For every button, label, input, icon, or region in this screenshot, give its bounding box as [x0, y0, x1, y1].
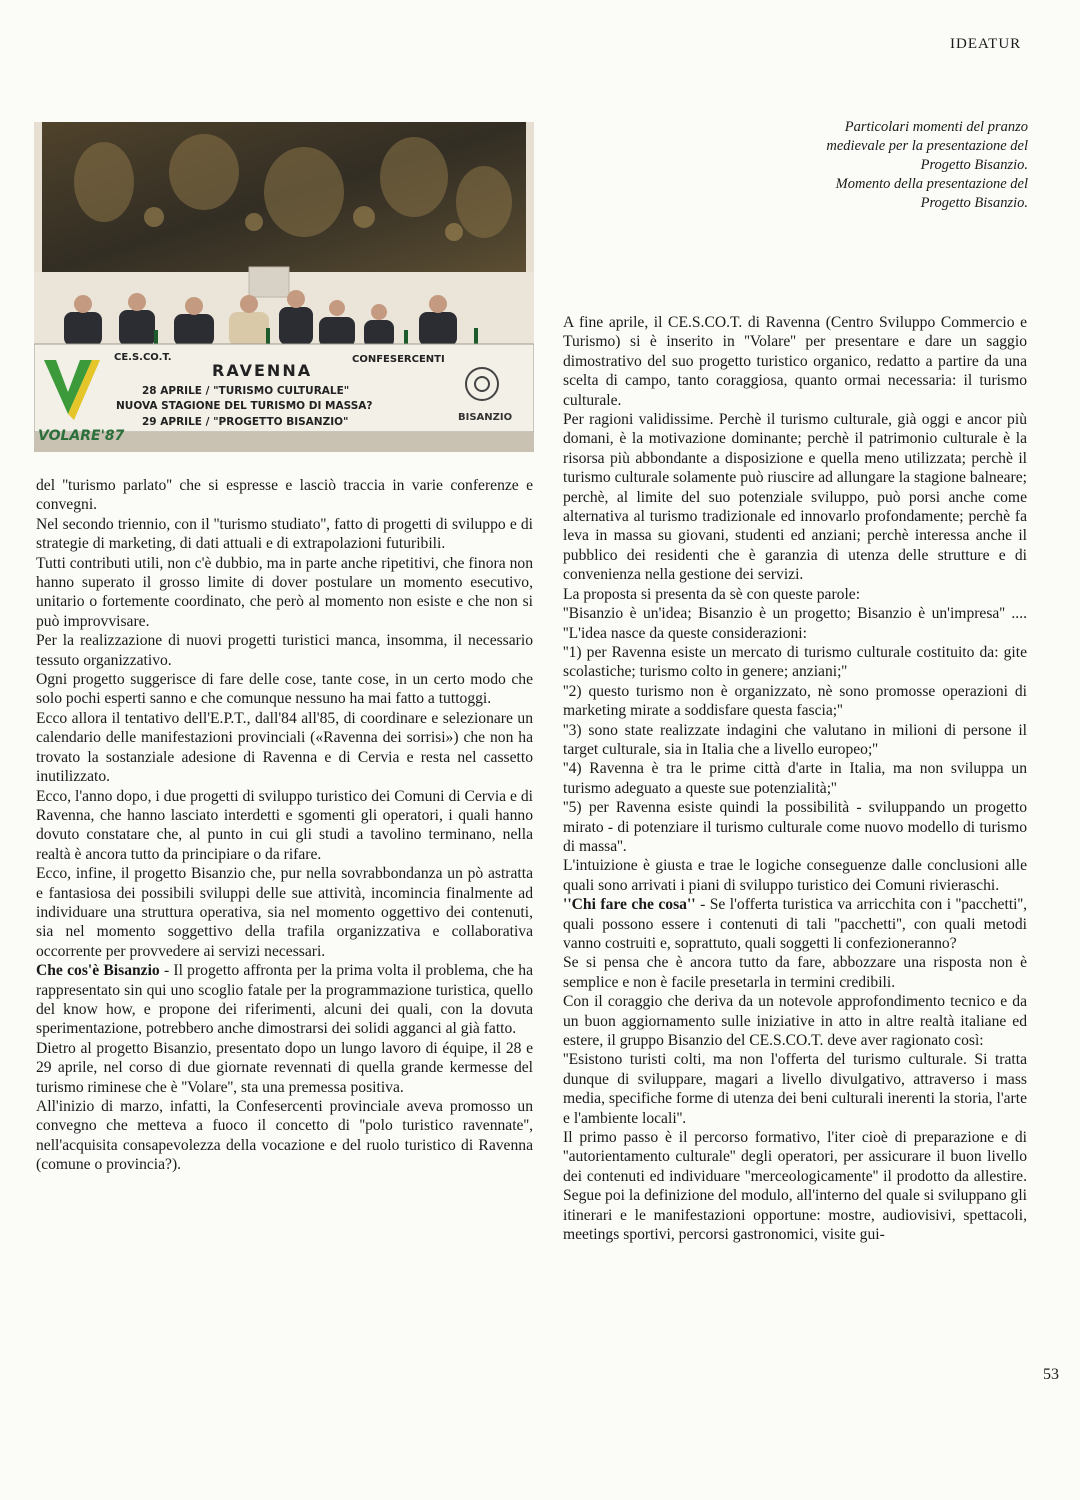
paragraph: Ecco, l'anno dopo, i due progetti di sviluppo turistico dei Comuni di Cervia e di Ravenna, che hanno lasciato interdetti e sgomenti gli operatori, i quali hanno dovuto constatare che, al punto in cui gli studi a tavolino terminano, nella realtà è ancora tutto da principiare o da rifare. — [36, 787, 533, 863]
list-item: ''2) questo turismo non è organizzato, nè sono promosse operazioni di marketing mirate a soddisfare questa fascia;'' — [563, 682, 1027, 720]
list-item: ''5) per Ravenna esiste quindi la possibilità - sviluppando un progetto mirato - di potenziare il turismo culturale come nuovo modello di turismo di massa''. — [563, 799, 1027, 855]
bisanzio-logo: BISANZIO — [458, 412, 513, 423]
left-column — [36, 476, 533, 1175]
paragraph-text: - Se l'offerta turistica va arricchita con i ''pacchetti'', quali possono essere i contenuti di tali ''pacchetti'', con quali metodi vanno costruiti e, soprattuto, quali soggetti li confezioneranno? — [563, 896, 1027, 952]
banner-org-right: CONFESERCENTI — [352, 354, 445, 365]
paragraph-with-heading — [563, 895, 1027, 953]
paragraph: Per la realizzazione di nuovi progetti turistici manca, insomma, il necessario tessuto organizzativo. — [36, 632, 533, 669]
caption-line: Particolari momenti del pranzo — [844, 119, 1028, 135]
paragraph: Il primo passo è il percorso formativo, l'iter cioè di preparazione e di ''autorientamento culturale'' degli operatori, per assicurare il buon livello dei contenuti ed individuare ''merceologicamente'' il prodotto da allestire. Segue poi la definizione del modulo, all'interno del quale si sviluppano gli itinerari e le manifestazioni opportune: mostre, audiovisivi, spettacoli, meetings sportivi, percorsi gastronomici, visite gui- — [563, 1129, 1027, 1244]
conference-photo — [34, 122, 534, 452]
page-number: 53 — [1043, 1366, 1059, 1383]
paragraph: Con il coraggio che deriva da un notevole approfondimento tecnico e da un buon aggiornamento sulle iniziative in atto in altre realtà italiane ed estere, il gruppo Bisanzio del CE.S.CO.T. deve aver ragionato così: — [563, 993, 1027, 1050]
paragraph: Nel secondo triennio, con il ''turismo studiato'', fatto di progetti di sviluppo e di strategie di marketing, di dati attuali e di extrapolazioni futuribili. — [36, 515, 533, 553]
paragraph: A fine aprile, il CE.S.CO.T. di Ravenna (Centro Sviluppo Commercio e Turismo) si è inserito in ''Volare'' per presentare e dare un saggio dimostrativo del suo progetto turistico organico, redatto a partire da una scelta di campo, tanto coraggiosa, quanto ormai necessaria: il turismo culturale. — [563, 314, 1027, 409]
paragraph: Ogni progetto suggerisce di fare delle cose, tante cose, in un certo modo che solo pochi esperti sanno e che comunque nessuno ha mai fatto a tuttoggi. — [36, 671, 533, 708]
caption-line: Progetto Bisanzio. — [920, 195, 1028, 211]
paragraph: All'inizio di marzo, infatti, la Confesercenti provinciale aveva promosso un convegno che metteva a fuoco il concetto di ''polo turistico ravennate'', nell'acquisita consapevolezza della vocazione e del ruolo turistico di Ravenna (comune o provincia?). — [36, 1098, 533, 1174]
paragraph-with-heading — [36, 961, 533, 1039]
banner-line-1: 28 APRILE / "TURISMO CULTURALE" — [142, 385, 350, 397]
section-heading: ''Chi fare che cosa'' — [563, 896, 696, 914]
banner-line-2: NUOVA STAGIONE DEL TURISMO DI MASSA? — [116, 400, 373, 412]
banner-city: RAVENNA — [212, 361, 313, 380]
section-heading: Che cos'è Bisanzio — [36, 962, 160, 980]
caption-line: Momento della presentazione del — [835, 176, 1028, 192]
list-item: ''4) Ravenna è tra le prime città d'arte in Italia, ma non sviluppa un turismo adeguato a queste sue potenzialità;'' — [563, 760, 1027, 797]
paragraph: Ecco, infine, il progetto Bisanzio che, pur nella sovrabbondanza un pò astratta e fantasiosa dei possibili sviluppi delle sue attività, incomincia finalmente ad individuare una struttura operativa, sia nel momento oggettivo dei contenuti, sia nel momento soggettivo della trafila organizzativa e collaborativa occorrente per provvedere ai servizi necessari. — [36, 865, 533, 960]
paragraph: Dietro al progetto Bisanzio, presentato dopo un lungo lavoro di équipe, il 28 e 29 aprile, nel corso di due giornate revennati di quella grande kermesse del turismo riminese che è ''Volare'', sta una premessa positiva. — [36, 1039, 533, 1096]
caption-line: medievale per la presentazione del — [826, 138, 1028, 154]
banner-org-left: CE.S.CO.T. — [114, 352, 172, 363]
paragraph: ''Bisanzio è un'idea; Bisanzio è un progetto; Bisanzio è un'impresa'' .... ''L'idea nasce da queste considerazioni: — [563, 605, 1027, 642]
paragraph: Ecco allora il tentativo dell'E.P.T., dall'84 all'85, di coordinare e selezionare un calendario delle manifestazioni provinciali («Ravenna dei sorrisi») che non ha trovato la sostanziale adesione di Ravenna e di Cervia e resta nel cassetto inutilizzato. — [36, 709, 533, 786]
right-column — [563, 313, 1027, 1245]
list-item: ''3) sono state realizzate indagini che valutano in milioni di persone il target culturale, sia in Italia che a livello europeo;'' — [563, 721, 1027, 758]
paragraph: Se si pensa che è ancora tutto da fare, abbozzare una risposta non è semplice e non è facile presetarla in termini credibili. — [563, 954, 1027, 991]
paragraph: L'intuizione è giusta e trae le logiche conseguenze dalle conclusioni alle quali sono arrivati i piani di sviluppo turistico dei Comuni rivieraschi. — [563, 857, 1027, 894]
paragraph: Tutti contributi utili, non c'è dubbio, ma in parte anche ripetitivi, che finora non hanno superato il grosso limite di dover postulare un momento esecutivo, unitario o fortemente coordinato, che però al momento non esiste e che non si può improvvisare. — [36, 554, 533, 630]
list-item: ''1) per Ravenna esiste un mercato di turismo culturale costituito da: gite scolastiche; turismo colto in genere; anziani;'' — [563, 643, 1027, 681]
photo-caption — [768, 118, 1028, 213]
caption-line: Progetto Bisanzio. — [920, 157, 1028, 173]
paragraph: ''Esistono turisti colti, ma non l'offerta del turismo culturale. Si tratta dunque di sviluppare, magari a livello divulgativo, attraverso i mass media, specifiche forme di utenza dei beni culturali inerenti la storia, l'arte e l'ambiente locali''. — [563, 1051, 1027, 1127]
volare-logo: VOLARE'87 — [38, 428, 125, 444]
paragraph: Per ragioni validissime. Perchè il turismo culturale, già oggi e ancor più domani, è la motivazione dominante; perchè il patrimonio culturale è la risorsa più abbondante a disposizione e quella meno utilizzata; perchè il turismo culturale solamente può riuscire ad allungare la stagione balneare; perchè, al limite del suo potenziale sviluppo, può porsi anche come alternativa al turismo tradizionale ed innovarlo profondamente; perchè fa leva in massa su giovani, studenti ed anziani; perchè interessa anche il pubblico dei residenti che è garanzia di utenza delle strutture e di convenienza nella gestione dei servizi. — [563, 411, 1027, 584]
paragraph: La proposta si presenta da sè con queste parole: — [563, 585, 861, 603]
paragraph: del ''turismo parlato'' che si espresse e lasciò traccia in varie conferenze e convegni. — [36, 477, 533, 514]
running-head: IDEATUR — [950, 36, 1022, 52]
banner-line-3: 29 APRILE / "PROGETTO BISANZIO" — [142, 416, 349, 428]
paragraph-text: - Il progetto affronta per la prima volta il problema, che ha rappresentato sin qui uno scoglio fatale per la programmazione turistica, quello del know how, e propone dei riferimenti, alcuni dei quali, con la dovuta sperimentazione, potrebbero anche dimostrarsi dei solidi agganci al già fatto. — [36, 962, 533, 1038]
